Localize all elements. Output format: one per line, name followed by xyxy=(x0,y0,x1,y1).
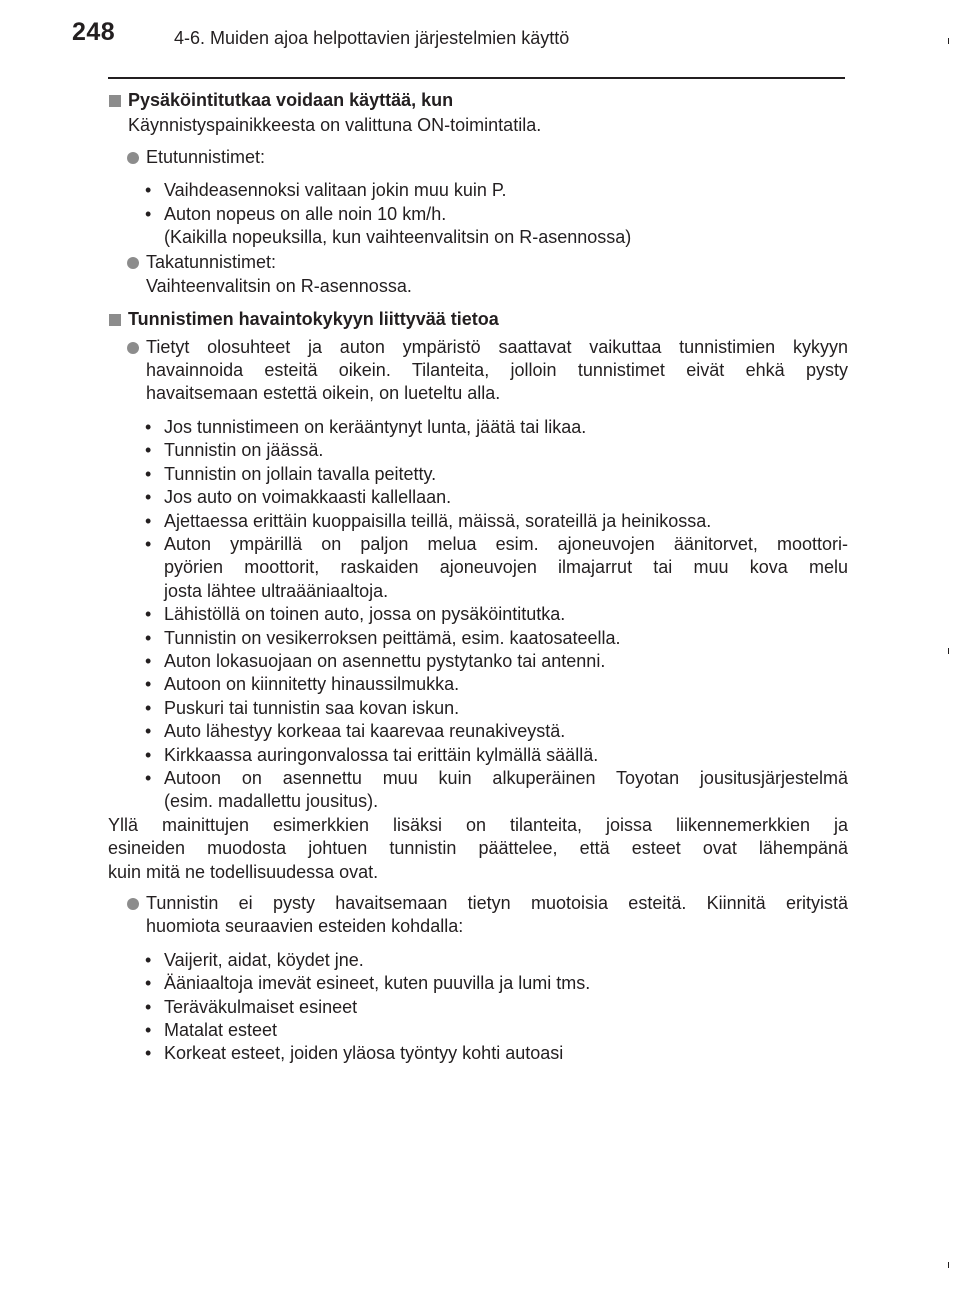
list-item: • Vaijerit, aidat, köydet jne. xyxy=(108,949,848,972)
page-number: 248 xyxy=(72,18,116,46)
paragraph-line: Tietyt olosuhteet ja auton ympäristö saattavat vaikuttaa tunnistimien kykyyn xyxy=(146,336,848,357)
undetectable-shapes-item xyxy=(108,892,848,939)
front-sensors-item xyxy=(108,146,848,169)
circle-bullet-icon xyxy=(127,342,139,354)
list-item: • Ääniaaltoja imevät esineet, kuten puuvilla ja lumi tms. xyxy=(108,972,848,995)
list-item: • Auton nopeus on alle noin 10 km/h. xyxy=(108,203,848,226)
list-item: • Auton lokasuojaan on asennettu pystytanko tai antenni. xyxy=(108,650,848,673)
rear-sensors-item xyxy=(108,251,848,298)
paragraph-line: esineiden muodosta johtuen tunnistin päättelee, että esteet ovat lähempänä xyxy=(108,838,848,859)
paragraph-line: Yllä mainittujen esimerkkien lisäksi on tilanteita, joissa liikennemerkkien ja xyxy=(108,814,848,835)
list-item-continuation: pyörien moottorit, raskaiden ajoneuvojen ilmajarrut tai muu kova melu xyxy=(164,557,848,578)
list-item: • Matalat esteet xyxy=(108,1019,848,1042)
rear-sensors-label: Takatunnistimet: xyxy=(146,252,277,273)
section-heading xyxy=(108,308,848,331)
circle-bullet-icon xyxy=(127,257,139,269)
list-item: • Vaihdeasennoksi valitaan jokin muu kuin P. xyxy=(108,179,848,202)
paragraph-line: kuin mitä ne todellisuudessa ovat. xyxy=(108,861,379,882)
undetectable-list xyxy=(108,949,848,1066)
list-item: • Kirkkaassa auringonvalossa tai erittäin kylmällä säällä. xyxy=(108,744,848,767)
crop-mark-top xyxy=(948,38,949,44)
heading-text: Pysäköintitutkaa voidaan käyttää, kun xyxy=(128,90,454,110)
list-item: • Auton ympärillä on paljon melua esim. ajoneuvojen äänitorvet, moottori- xyxy=(108,533,848,556)
square-bullet-icon xyxy=(109,314,121,326)
header-divider xyxy=(108,77,845,79)
crop-mark-middle xyxy=(948,648,949,654)
list-item: • Ajettaessa erittäin kuoppaisilla teillä, mäissä, sorateillä ja heinikossa. xyxy=(108,510,848,533)
list-item: • Autoon on kiinnitetty hinaussilmukka. xyxy=(108,673,848,696)
list-item: • Puskuri tai tunnistin saa kovan iskun. xyxy=(108,697,848,720)
list-item-continuation: (Kaikilla nopeuksilla, kun vaihteenvalitsin on R-asennossa) xyxy=(164,227,632,248)
page-content xyxy=(108,89,848,1066)
rear-sensors-text: Vaihteenvalitsin on R-asennossa. xyxy=(146,275,412,296)
limitations-list xyxy=(108,416,848,814)
list-item-continuation: josta lähtee ultraääniaaltoja. xyxy=(164,580,389,601)
crop-mark-bottom xyxy=(948,1262,949,1268)
paragraph-line: havaitsemaan estettä oikein, on lueteltu alla. xyxy=(146,383,501,404)
section-intro: Käynnistyspainikkeesta on valittuna ON-toimintatila. xyxy=(128,115,542,136)
front-sensors-label: Etutunnistimet: xyxy=(146,146,266,167)
heading-text: Tunnistimen havaintokykyyn liittyvää tietoa xyxy=(128,309,499,330)
limitations-note xyxy=(108,814,848,884)
list-item: • Tunnistin on jäässä. xyxy=(108,439,848,462)
list-item: • Teräväkulmaiset esineet xyxy=(108,996,848,1019)
paragraph-line: havainnoida esteitä oikein. Tilanteita, jolloin tunnistimet eivät ehkä pysty xyxy=(146,360,848,381)
paragraph-line: huomiota seuraavien esteiden kohdalla: xyxy=(146,916,464,937)
list-item: • Auto lähestyy korkeaa tai kaarevaa reunakiveystä. xyxy=(108,720,848,743)
list-item-continuation: (esim. madallettu jousitus). xyxy=(164,791,379,812)
list-item: • Autoon on asennettu muu kuin alkuperäinen Toyotan jousitusjärjestelmä xyxy=(108,767,848,790)
chapter-title: 4-6. Muiden ajoa helpottavien järjestelmien käyttö xyxy=(174,28,570,48)
square-bullet-icon xyxy=(109,95,121,107)
circle-bullet-icon xyxy=(127,152,139,164)
front-conditions-list xyxy=(108,179,848,249)
list-item: • Tunnistin on vesikerroksen peittämä, esim. kaatosateella. xyxy=(108,627,848,650)
sensor-limitations-item xyxy=(108,336,848,406)
list-item: • Lähistöllä on toinen auto, jossa on pysäköintitutka. xyxy=(108,603,848,626)
list-item: • Korkeat esteet, joiden yläosa työntyy kohti autoasi xyxy=(108,1042,848,1065)
list-item: • Jos tunnistimeen on kerääntynyt lunta, jäätä tai likaa. xyxy=(108,416,848,439)
section-heading xyxy=(108,89,848,112)
circle-bullet-icon xyxy=(127,898,139,910)
list-item: • Tunnistin on jollain tavalla peitetty. xyxy=(108,463,848,486)
list-item: • Jos auto on voimakkaasti kallellaan. xyxy=(108,486,848,509)
paragraph-line: Tunnistin ei pysty havaitsemaan tietyn muotoisia esteitä. Kiinnitä erityistä xyxy=(146,893,848,913)
